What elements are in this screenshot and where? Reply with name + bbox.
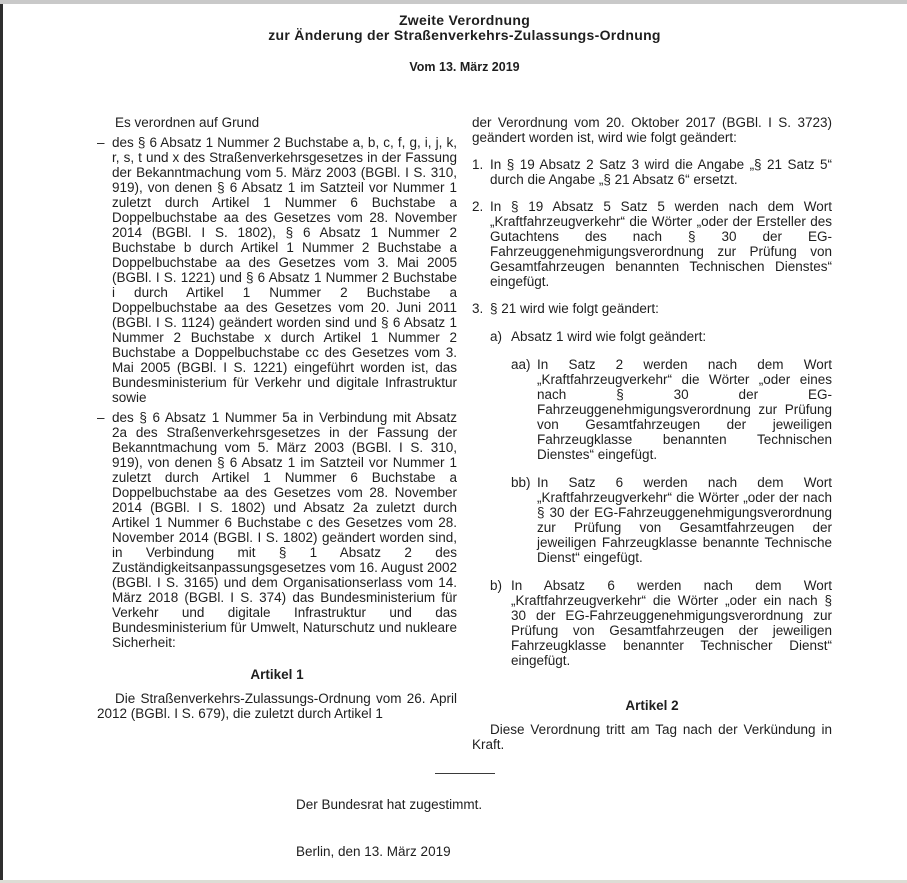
legal-basis-item-1-text: des § 6 Absatz 1 Nummer 2 Buchstabe a, b, c, f, g, i, j, k, r, s, t und x des Straßenverkehrsgesetzes in der Fassung der Bekanntmachung vom 5. März 2003 (BGBl. I S. 310, 919), von denen § 6 Absatz 1 im Satzteil vor Nummer 1 zuletzt durch Artikel 1 Nummer 6 Buchstabe a Doppelbuchstabe aa des Gesetzes vom 28. November 2014 (BGBl. I S. 1802), § 6 Absatz 1 Nummer 2 Buchstabe b durch Artikel 1 Nummer 2 Buchstabe a Doppelbuchstabe aa des Gesetzes vom 3. Mai 2005 (BGBl. I S. 1221) und § 6 Absatz 1 Nummer 2 Buchstabe i durch Artikel 1 Nummer 2 Buchstabe a Doppelbuchstabe aa des Gesetzes vom 20. Juni 2011 (BGBl. I S. 1124) geändert worden sind und § 6 Absatz 1 Nummer 2 Buchstabe x durch Artikel 1 Nummer 2 Buchstabe a Doppelbuchstabe cc des Gesetzes vom 3. Mai 2005 (BGBl. I S. 1221) eingeführt worden ist, das Bundesministerium für Verkehr und digitale Infrastruktur sowie [112,135,457,405]
amendment-item-1 [472,157,832,187]
amendment-number: 3. [472,301,484,316]
scan-edge-left [0,4,3,883]
place-and-date: Berlin, den 13. März 2019 [296,844,451,859]
legal-basis-item-2 [97,410,457,650]
subitem-bb [511,475,832,565]
amendment-item-3-body [490,301,832,668]
amendment-item-3-text: § 21 wird wie folgt geändert: [490,301,659,316]
subitem-b [490,578,832,668]
footer-separator [435,773,495,774]
subitem-bb-text: In Satz 6 werden nach dem Wort „Kraftfahrzeugverkehr“ die Wörter „oder der nach § 30 der EG-Fahrzeuggenehmigungsverordnung zur Prüfung von Gesamtfahrzeugen der jeweiligen Fahrzeugklasse benannte Technische Dienst“ eingefügt. [537,475,832,565]
artikel-1-opening-continued: der Verordnung vom 20. Oktober 2017 (BGBl. I S. 3723) geändert worden ist, wird wie folgt geändert: [472,115,832,145]
amendment-number: 1. [472,157,484,172]
amendment-item-2 [472,199,832,289]
subitem-label: aa) [511,357,531,372]
subitem-a-body [511,329,832,565]
legal-basis-item-2-text: des § 6 Absatz 1 Nummer 5a in Verbindung mit Absatz 2a des Straßenverkehrsgesetzes in der Fassung der Bekanntmachung vom 5. März 2003 (BGBl. I S. 310, 919), von denen § 6 Absatz 1 im Satzteil vor Nummer 1 zuletzt durch Artikel 1 Nummer 6 Buchstabe a Doppelbuchstabe aa des Gesetzes vom 28. November 2014 (BGBl. I S. 1802) und Absatz 2a zuletzt durch Artikel 1 Nummer 6 Buchstabe c des Gesetzes vom 28. November 2014 (BGBl. I S. 1802) geändert worden sind, in Verbindung mit § 1 Absatz 2 des Zuständigkeitsanpassungsgesetzes vom 16. August 2002 (BGBl. I S. 3165) und dem Organisationserlass vom 14. März 2018 (BGBl. I S. 374) das Bundesministerium für Verkehr und digitale Infrastruktur und das Bundesministerium für Umwelt, Naturschutz und nukleare Sicherheit: [112,410,457,650]
document-content [97,0,832,859]
bundesrat-approval: Der Bundesrat hat zugestimmt. [296,797,483,812]
artikel-2-text: Diese Verordnung tritt am Tag nach der Verkündung in Kraft. [472,722,832,752]
artikel-2-heading: Artikel 2 [625,698,679,713]
amendment-item-1-text: In § 19 Absatz 2 Satz 3 wird die Angabe „§ 21 Satz 5“ durch die Angabe „§ 21 Absatz 6“ ersetzt. [490,157,832,187]
document-title-line1: Zweite Verordnung [398,12,531,28]
signature-block [296,797,832,859]
subitem-a-text: Absatz 1 wird wie folgt geändert: [511,329,707,344]
dash-marker: – [97,135,105,150]
amendment-item-3 [472,301,832,668]
subitem-aa [511,357,832,462]
amendment-number: 2. [472,199,484,214]
legal-basis-item-1 [97,135,457,405]
document-header [97,0,832,74]
subitem-b-text: In Absatz 6 werden nach dem Wort „Kraftfahrzeugverkehr“ die Wörter „oder ein nach § 30 der EG-Fahrzeuggenehmigungsverordnung zur Prüfung von Gesamtfahrzeugen der jeweiligen Fahrzeugklasse benannter Technischer Dienst“ eingefügt. [511,578,832,668]
document-title-line2: zur Änderung der Straßenverkehrs-Zulassungs-Ordnung [268,27,661,43]
right-column [472,115,832,752]
two-column-body [97,115,832,752]
dash-marker: – [97,410,105,425]
amendment-item-2-text: In § 19 Absatz 5 Satz 5 werden nach dem Wort „Kraftfahrzeugverkehr“ die Wörter „oder der Ersteller des Gutachtens des nach § 30 der EG-Fahrzeuggenehmigungsverordnung zur Prüfung von Gesamtfahrzeugen benannten Technischen Dienstes“ eingefügt. [490,199,832,289]
left-column [97,115,457,752]
preamble-intro: Es verordnen auf Grund [115,115,260,130]
artikel-1-opening: Die Straßenverkehrs-Zulassungs-Ordnung vom 26. April 2012 (BGBl. I S. 679), die zuletzt durch Artikel 1 [97,691,457,721]
subitem-label: a) [490,329,503,344]
subitem-label: bb) [511,475,531,490]
document-date: Vom 13. März 2019 [409,60,520,74]
subitem-aa-text: In Satz 2 werden nach dem Wort „Kraftfahrzeugverkehr“ die Wörter „oder eines nach § 30 der EG-Fahrzeuggenehmigungsverordnung zur Prüfung von Gesamtfahrzeugen der jeweiligen Fahrzeugklasse benannten Technischen Dienstes“ eingefügt. [537,357,832,462]
artikel-1-heading: Artikel 1 [250,667,304,682]
subitem-a [490,329,832,565]
subitem-label: b) [490,578,503,593]
